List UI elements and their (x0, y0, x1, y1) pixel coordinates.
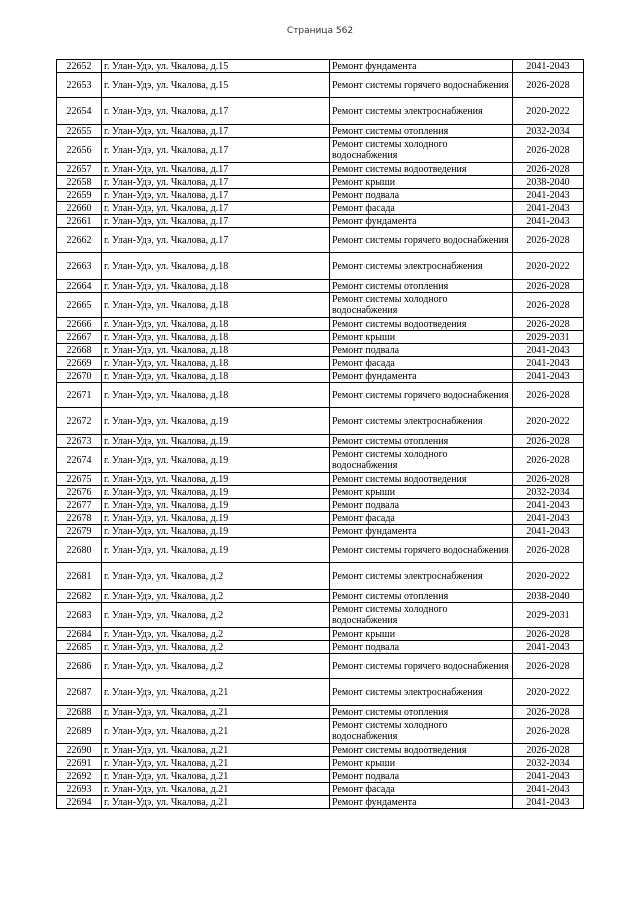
row-id-cell: 22691 (57, 757, 102, 770)
table-row (57, 228, 584, 253)
row-id-cell: 22684 (57, 628, 102, 641)
work-type-cell: Ремонт системы отопления (330, 125, 513, 138)
table-row (57, 538, 584, 563)
address-cell: г. Улан-Удэ, ул. Чкалова, д.17 (102, 228, 330, 253)
address-cell: г. Улан-Удэ, ул. Чкалова, д.2 (102, 654, 330, 679)
work-type-cell: Ремонт крыши (330, 757, 513, 770)
address-cell: г. Улан-Удэ, ул. Чкалова, д.17 (102, 125, 330, 138)
period-cell: 2026-2028 (513, 435, 584, 448)
table-row (57, 98, 584, 125)
period-cell: 2026-2028 (513, 138, 584, 163)
period-cell: 2020-2022 (513, 408, 584, 435)
period-cell: 2026-2028 (513, 448, 584, 473)
row-id-cell: 22669 (57, 357, 102, 370)
work-type-cell: Ремонт фундамента (330, 215, 513, 228)
address-cell: г. Улан-Удэ, ул. Чкалова, д.19 (102, 473, 330, 486)
table-row (57, 628, 584, 641)
period-cell: 2026-2028 (513, 163, 584, 176)
period-cell: 2041-2043 (513, 770, 584, 783)
work-type-cell: Ремонт системы отопления (330, 590, 513, 603)
table-row (57, 486, 584, 499)
period-cell: 2020-2022 (513, 679, 584, 706)
address-cell: г. Улан-Удэ, ул. Чкалова, д.17 (102, 189, 330, 202)
row-id-cell: 22668 (57, 344, 102, 357)
work-type-cell: Ремонт подвала (330, 344, 513, 357)
table-row (57, 435, 584, 448)
period-cell: 2038-2040 (513, 590, 584, 603)
work-type-cell: Ремонт системы холодного водоснабжения (330, 448, 513, 473)
period-cell: 2026-2028 (513, 318, 584, 331)
period-cell: 2026-2028 (513, 383, 584, 408)
period-cell: 2026-2028 (513, 719, 584, 744)
work-type-cell: Ремонт системы водоотведения (330, 318, 513, 331)
work-type-cell: Ремонт системы отопления (330, 706, 513, 719)
row-id-cell: 22682 (57, 590, 102, 603)
address-cell: г. Улан-Удэ, ул. Чкалова, д.21 (102, 796, 330, 809)
row-id-cell: 22670 (57, 370, 102, 383)
period-cell: 2020-2022 (513, 253, 584, 280)
period-cell: 2041-2043 (513, 189, 584, 202)
table-row (57, 280, 584, 293)
row-id-cell: 22683 (57, 603, 102, 628)
table-row (57, 473, 584, 486)
work-type-cell: Ремонт крыши (330, 628, 513, 641)
table-body (57, 60, 584, 809)
address-cell: г. Улан-Удэ, ул. Чкалова, д.17 (102, 163, 330, 176)
address-cell: г. Улан-Удэ, ул. Чкалова, д.21 (102, 679, 330, 706)
work-type-cell: Ремонт крыши (330, 486, 513, 499)
table-row (57, 293, 584, 318)
work-type-cell: Ремонт подвала (330, 499, 513, 512)
work-type-cell: Ремонт системы холодного водоснабжения (330, 293, 513, 318)
address-cell: г. Улан-Удэ, ул. Чкалова, д.18 (102, 293, 330, 318)
row-id-cell: 22694 (57, 796, 102, 809)
work-type-cell: Ремонт системы холодного водоснабжения (330, 138, 513, 163)
period-cell: 2041-2043 (513, 525, 584, 538)
row-id-cell: 22681 (57, 563, 102, 590)
address-cell: г. Улан-Удэ, ул. Чкалова, д.18 (102, 357, 330, 370)
address-cell: г. Улан-Удэ, ул. Чкалова, д.19 (102, 538, 330, 563)
row-id-cell: 22678 (57, 512, 102, 525)
period-cell: 2026-2028 (513, 473, 584, 486)
address-cell: г. Улан-Удэ, ул. Чкалова, д.17 (102, 98, 330, 125)
period-cell: 2041-2043 (513, 783, 584, 796)
table-row (57, 215, 584, 228)
work-type-cell: Ремонт системы горячего водоснабжения (330, 73, 513, 98)
address-cell: г. Улан-Удэ, ул. Чкалова, д.18 (102, 344, 330, 357)
table-row (57, 138, 584, 163)
row-id-cell: 22662 (57, 228, 102, 253)
work-type-cell: Ремонт крыши (330, 176, 513, 189)
row-id-cell: 22664 (57, 280, 102, 293)
row-id-cell: 22675 (57, 473, 102, 486)
table-row (57, 641, 584, 654)
table-row (57, 370, 584, 383)
period-cell: 2020-2022 (513, 98, 584, 125)
row-id-cell: 22679 (57, 525, 102, 538)
work-type-cell: Ремонт системы электроснабжения (330, 563, 513, 590)
period-cell: 2029-2031 (513, 331, 584, 344)
table-row (57, 679, 584, 706)
address-cell: г. Улан-Удэ, ул. Чкалова, д.17 (102, 138, 330, 163)
row-id-cell: 22652 (57, 60, 102, 73)
row-id-cell: 22671 (57, 383, 102, 408)
work-type-cell: Ремонт подвала (330, 770, 513, 783)
period-cell: 2041-2043 (513, 796, 584, 809)
row-id-cell: 22689 (57, 719, 102, 744)
address-cell: г. Улан-Удэ, ул. Чкалова, д.21 (102, 757, 330, 770)
address-cell: г. Улан-Удэ, ул. Чкалова, д.17 (102, 202, 330, 215)
table-row (57, 448, 584, 473)
address-cell: г. Улан-Удэ, ул. Чкалова, д.2 (102, 603, 330, 628)
table-row (57, 125, 584, 138)
work-type-cell: Ремонт системы водоотведения (330, 163, 513, 176)
address-cell: г. Улан-Удэ, ул. Чкалова, д.21 (102, 744, 330, 757)
row-id-cell: 22690 (57, 744, 102, 757)
row-id-cell: 22659 (57, 189, 102, 202)
row-id-cell: 22687 (57, 679, 102, 706)
table-row (57, 525, 584, 538)
row-id-cell: 22658 (57, 176, 102, 189)
work-type-cell: Ремонт фасада (330, 357, 513, 370)
row-id-cell: 22686 (57, 654, 102, 679)
address-cell: г. Улан-Удэ, ул. Чкалова, д.19 (102, 499, 330, 512)
row-id-cell: 22660 (57, 202, 102, 215)
table-row (57, 176, 584, 189)
address-cell: г. Улан-Удэ, ул. Чкалова, д.21 (102, 719, 330, 744)
period-cell: 2026-2028 (513, 628, 584, 641)
period-cell: 2041-2043 (513, 60, 584, 73)
period-cell: 2029-2031 (513, 603, 584, 628)
row-id-cell: 22665 (57, 293, 102, 318)
table-row (57, 344, 584, 357)
work-type-cell: Ремонт системы горячего водоснабжения (330, 228, 513, 253)
work-type-cell: Ремонт подвала (330, 189, 513, 202)
table-row (57, 744, 584, 757)
period-cell: 2026-2028 (513, 706, 584, 719)
repair-schedule-table (56, 59, 584, 809)
work-type-cell: Ремонт системы электроснабжения (330, 98, 513, 125)
table-row (57, 757, 584, 770)
address-cell: г. Улан-Удэ, ул. Чкалова, д.18 (102, 280, 330, 293)
period-cell: 2026-2028 (513, 293, 584, 318)
address-cell: г. Улан-Удэ, ул. Чкалова, д.18 (102, 370, 330, 383)
table-row (57, 563, 584, 590)
period-cell: 2032-2034 (513, 125, 584, 138)
table-row (57, 60, 584, 73)
table-row (57, 603, 584, 628)
period-cell: 2041-2043 (513, 499, 584, 512)
address-cell: г. Улан-Удэ, ул. Чкалова, д.21 (102, 770, 330, 783)
address-cell: г. Улан-Удэ, ул. Чкалова, д.18 (102, 383, 330, 408)
period-cell: 2041-2043 (513, 215, 584, 228)
work-type-cell: Ремонт крыши (330, 331, 513, 344)
period-cell: 2032-2034 (513, 486, 584, 499)
table-row (57, 408, 584, 435)
row-id-cell: 22680 (57, 538, 102, 563)
table-row (57, 202, 584, 215)
work-type-cell: Ремонт фундамента (330, 60, 513, 73)
table-row (57, 706, 584, 719)
row-id-cell: 22688 (57, 706, 102, 719)
address-cell: г. Улан-Удэ, ул. Чкалова, д.19 (102, 435, 330, 448)
work-type-cell: Ремонт системы горячего водоснабжения (330, 383, 513, 408)
table-row (57, 590, 584, 603)
row-id-cell: 22672 (57, 408, 102, 435)
work-type-cell: Ремонт системы электроснабжения (330, 679, 513, 706)
work-type-cell: Ремонт системы горячего водоснабжения (330, 654, 513, 679)
address-cell: г. Улан-Удэ, ул. Чкалова, д.18 (102, 253, 330, 280)
row-id-cell: 22666 (57, 318, 102, 331)
row-id-cell: 22676 (57, 486, 102, 499)
row-id-cell: 22657 (57, 163, 102, 176)
table-row (57, 719, 584, 744)
table-row (57, 73, 584, 98)
row-id-cell: 22667 (57, 331, 102, 344)
address-cell: г. Улан-Удэ, ул. Чкалова, д.17 (102, 176, 330, 189)
work-type-cell: Ремонт фасада (330, 512, 513, 525)
row-id-cell: 22663 (57, 253, 102, 280)
table-row (57, 770, 584, 783)
period-cell: 2041-2043 (513, 512, 584, 525)
period-cell: 2041-2043 (513, 641, 584, 654)
address-cell: г. Улан-Удэ, ул. Чкалова, д.2 (102, 563, 330, 590)
table-row (57, 783, 584, 796)
address-cell: г. Улан-Удэ, ул. Чкалова, д.19 (102, 512, 330, 525)
address-cell: г. Улан-Удэ, ул. Чкалова, д.18 (102, 331, 330, 344)
row-id-cell: 22653 (57, 73, 102, 98)
row-id-cell: 22673 (57, 435, 102, 448)
table-row (57, 331, 584, 344)
period-cell: 2026-2028 (513, 73, 584, 98)
address-cell: г. Улан-Удэ, ул. Чкалова, д.15 (102, 73, 330, 98)
table-row (57, 512, 584, 525)
period-cell: 2041-2043 (513, 357, 584, 370)
work-type-cell: Ремонт системы холодного водоснабжения (330, 719, 513, 744)
work-type-cell: Ремонт фасада (330, 783, 513, 796)
row-id-cell: 22693 (57, 783, 102, 796)
table-row (57, 654, 584, 679)
table-row (57, 796, 584, 809)
row-id-cell: 22655 (57, 125, 102, 138)
table-row (57, 189, 584, 202)
work-type-cell: Ремонт системы горячего водоснабжения (330, 538, 513, 563)
address-cell: г. Улан-Удэ, ул. Чкалова, д.19 (102, 525, 330, 538)
table-row (57, 383, 584, 408)
address-cell: г. Улан-Удэ, ул. Чкалова, д.15 (102, 60, 330, 73)
period-cell: 2026-2028 (513, 654, 584, 679)
address-cell: г. Улан-Удэ, ул. Чкалова, д.2 (102, 590, 330, 603)
work-type-cell: Ремонт подвала (330, 641, 513, 654)
work-type-cell: Ремонт фасада (330, 202, 513, 215)
page-title: Страница 562 (286, 26, 354, 36)
address-cell: г. Улан-Удэ, ул. Чкалова, д.21 (102, 783, 330, 796)
row-id-cell: 22677 (57, 499, 102, 512)
work-type-cell: Ремонт системы холодного водоснабжения (330, 603, 513, 628)
work-type-cell: Ремонт фундамента (330, 370, 513, 383)
period-cell: 2041-2043 (513, 202, 584, 215)
work-type-cell: Ремонт системы водоотведения (330, 473, 513, 486)
row-id-cell: 22685 (57, 641, 102, 654)
table-row (57, 499, 584, 512)
period-cell: 2026-2028 (513, 538, 584, 563)
address-cell: г. Улан-Удэ, ул. Чкалова, д.2 (102, 628, 330, 641)
period-cell: 2038-2040 (513, 176, 584, 189)
table-row (57, 163, 584, 176)
period-cell: 2020-2022 (513, 563, 584, 590)
row-id-cell: 22674 (57, 448, 102, 473)
row-id-cell: 22692 (57, 770, 102, 783)
period-cell: 2026-2028 (513, 280, 584, 293)
address-cell: г. Улан-Удэ, ул. Чкалова, д.19 (102, 448, 330, 473)
period-cell: 2032-2034 (513, 757, 584, 770)
work-type-cell: Ремонт фундамента (330, 525, 513, 538)
address-cell: г. Улан-Удэ, ул. Чкалова, д.19 (102, 486, 330, 499)
work-type-cell: Ремонт системы отопления (330, 280, 513, 293)
table-row (57, 357, 584, 370)
work-type-cell: Ремонт системы отопления (330, 435, 513, 448)
row-id-cell: 22656 (57, 138, 102, 163)
work-type-cell: Ремонт системы электроснабжения (330, 253, 513, 280)
row-id-cell: 22654 (57, 98, 102, 125)
period-cell: 2041-2043 (513, 370, 584, 383)
address-cell: г. Улан-Удэ, ул. Чкалова, д.2 (102, 641, 330, 654)
row-id-cell: 22661 (57, 215, 102, 228)
work-type-cell: Ремонт фундамента (330, 796, 513, 809)
address-cell: г. Улан-Удэ, ул. Чкалова, д.21 (102, 706, 330, 719)
address-cell: г. Улан-Удэ, ул. Чкалова, д.18 (102, 318, 330, 331)
table-row (57, 318, 584, 331)
period-cell: 2026-2028 (513, 228, 584, 253)
period-cell: 2041-2043 (513, 344, 584, 357)
work-type-cell: Ремонт системы электроснабжения (330, 408, 513, 435)
period-cell: 2026-2028 (513, 744, 584, 757)
work-type-cell: Ремонт системы водоотведения (330, 744, 513, 757)
address-cell: г. Улан-Удэ, ул. Чкалова, д.17 (102, 215, 330, 228)
table-row (57, 253, 584, 280)
address-cell: г. Улан-Удэ, ул. Чкалова, д.19 (102, 408, 330, 435)
